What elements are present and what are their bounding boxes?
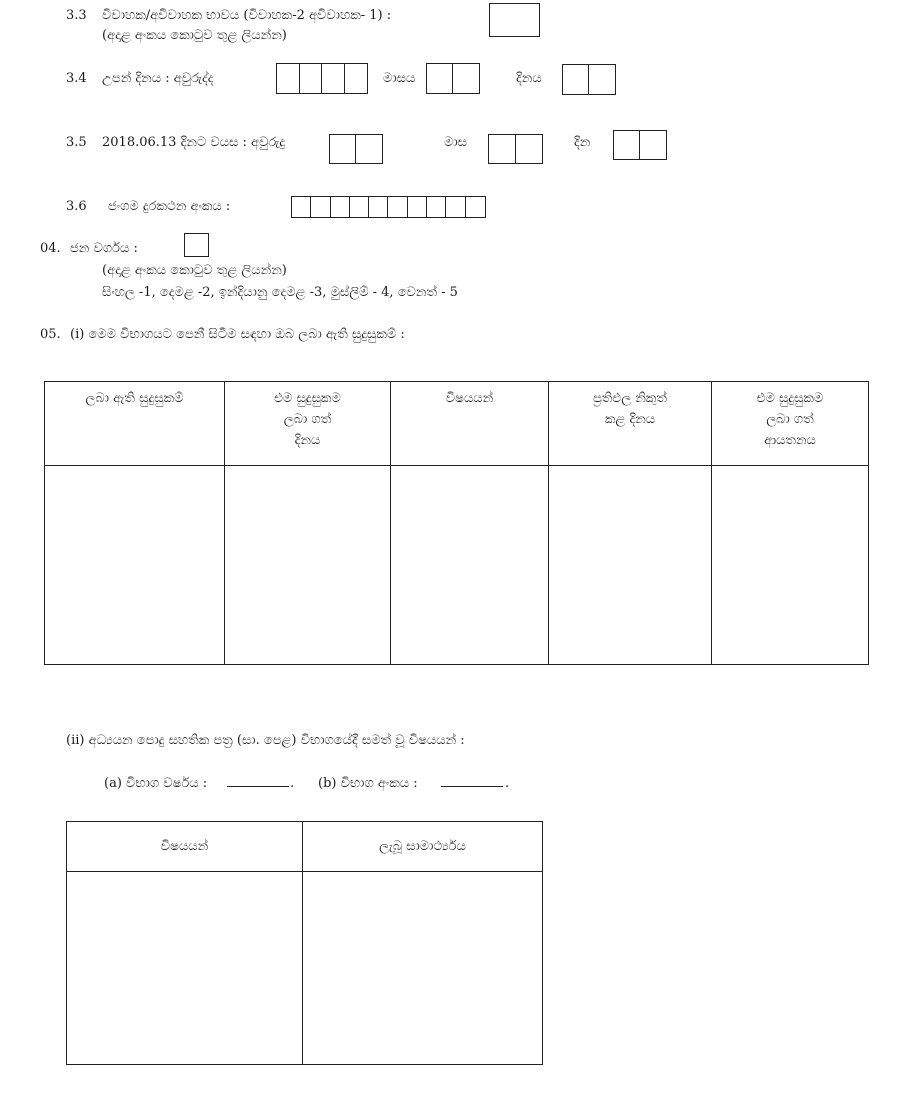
ethnicity-label: ජන වර්ගය : bbox=[70, 241, 138, 256]
qualifications-table-header-row bbox=[45, 382, 869, 466]
ethnicity-instruction: (අදාළ අංකය කොටුව තුළ ලියන්න) bbox=[102, 263, 287, 278]
birth-month-input[interactable] bbox=[426, 63, 480, 94]
header-institution: එම සුදුසුකම ලබා ගත් ආයතනය bbox=[712, 382, 869, 466]
mobile-number-input[interactable] bbox=[291, 196, 486, 218]
header-results-issued-date: ප්‍රතිඵල නිකුත් කළ දිනය bbox=[549, 382, 712, 466]
institution-cell[interactable] bbox=[712, 466, 869, 665]
header-qualification-date: එම සුදුසුකම ලබා ගත් දිනය bbox=[225, 382, 391, 466]
header-ol-subjects: විෂයයන් bbox=[67, 822, 303, 872]
exam-number-label: (b) විභාග අංකය : bbox=[318, 776, 418, 791]
ethnicity-input-box[interactable] bbox=[184, 233, 209, 257]
header-qualifications-obtained: ලබා ඇති සුදුසුකම් bbox=[45, 382, 225, 466]
exam-year-label: (a) විභාග වර්ෂය : bbox=[104, 776, 208, 791]
ol-grade-cell[interactable] bbox=[303, 872, 543, 1065]
age-days-label: දින bbox=[574, 135, 591, 150]
ol-results-header-row bbox=[67, 822, 543, 872]
ethnicity-options: සිංහල -1, දෙමළ -2, ඉන්දියානු දෙමළ -3, මුස්ලිම් - 4, වෙනත් - 5 bbox=[102, 285, 458, 300]
exam-number-field[interactable] bbox=[441, 776, 503, 787]
birth-day-label: දිනය bbox=[516, 71, 542, 86]
section-3-4-number: 3.4 bbox=[66, 71, 87, 86]
qualifications-table bbox=[44, 381, 869, 665]
age-years-label: 2018.06.13 දිනට වයස : අවුරුදු bbox=[102, 135, 286, 150]
qualification-cell[interactable] bbox=[45, 466, 225, 665]
ol-results-table bbox=[66, 821, 543, 1065]
age-years-input[interactable] bbox=[329, 134, 383, 164]
table-row bbox=[45, 466, 869, 665]
exam-number-dot: . bbox=[505, 776, 510, 791]
age-months-input[interactable] bbox=[488, 134, 543, 164]
birth-year-input[interactable] bbox=[276, 63, 368, 94]
section-3-5-number: 3.5 bbox=[66, 135, 87, 150]
section-3-3-number: 3.3 bbox=[66, 8, 87, 23]
header-subjects: විෂයයන් bbox=[391, 382, 549, 466]
marital-status-input-box[interactable] bbox=[489, 3, 540, 37]
ol-subjects-heading: (ii) අධ්‍යයන පොදු සහතික පත්‍ර (සා. පෙළ) විභාගයේදී සමත් වූ විෂයයන් : bbox=[66, 733, 465, 748]
birth-year-label: උපන් දිනය : අවුරුද්ද bbox=[102, 71, 214, 86]
birth-day-input[interactable] bbox=[562, 64, 616, 95]
qualification-date-cell[interactable] bbox=[225, 466, 391, 665]
qualifications-heading: (i) මෙම විභාගයට පෙනී සිටීම සඳහා ඔබ ලබා ඇති සුදුසුකම් : bbox=[70, 327, 405, 342]
marital-status-instruction: (අදාළ අංකය කොටුව තුළ ලියන්න) bbox=[102, 28, 287, 43]
mobile-number-label: ජංගම දුරකථන අංකය : bbox=[108, 199, 231, 214]
section-04-number: 04. bbox=[40, 241, 61, 256]
birth-month-label: මාසය bbox=[383, 71, 416, 86]
section-05-number: 05. bbox=[40, 327, 61, 342]
subjects-cell[interactable] bbox=[391, 466, 549, 665]
ol-subject-cell[interactable] bbox=[67, 872, 303, 1065]
table-row bbox=[67, 872, 543, 1065]
section-3-6-number: 3.6 bbox=[66, 199, 87, 214]
age-days-input[interactable] bbox=[613, 130, 667, 160]
exam-year-dot: . bbox=[290, 776, 295, 791]
header-ol-grades: ලැබූ සාමාර්ථ්‍යය bbox=[303, 822, 543, 872]
exam-year-field[interactable] bbox=[227, 776, 289, 787]
age-months-label: මාස bbox=[444, 135, 467, 150]
results-date-cell[interactable] bbox=[549, 466, 712, 665]
marital-status-label: විවාහක/අවිවාහක භාවය (විවාහක-2 අවිවාහක- 1) : bbox=[102, 8, 392, 23]
